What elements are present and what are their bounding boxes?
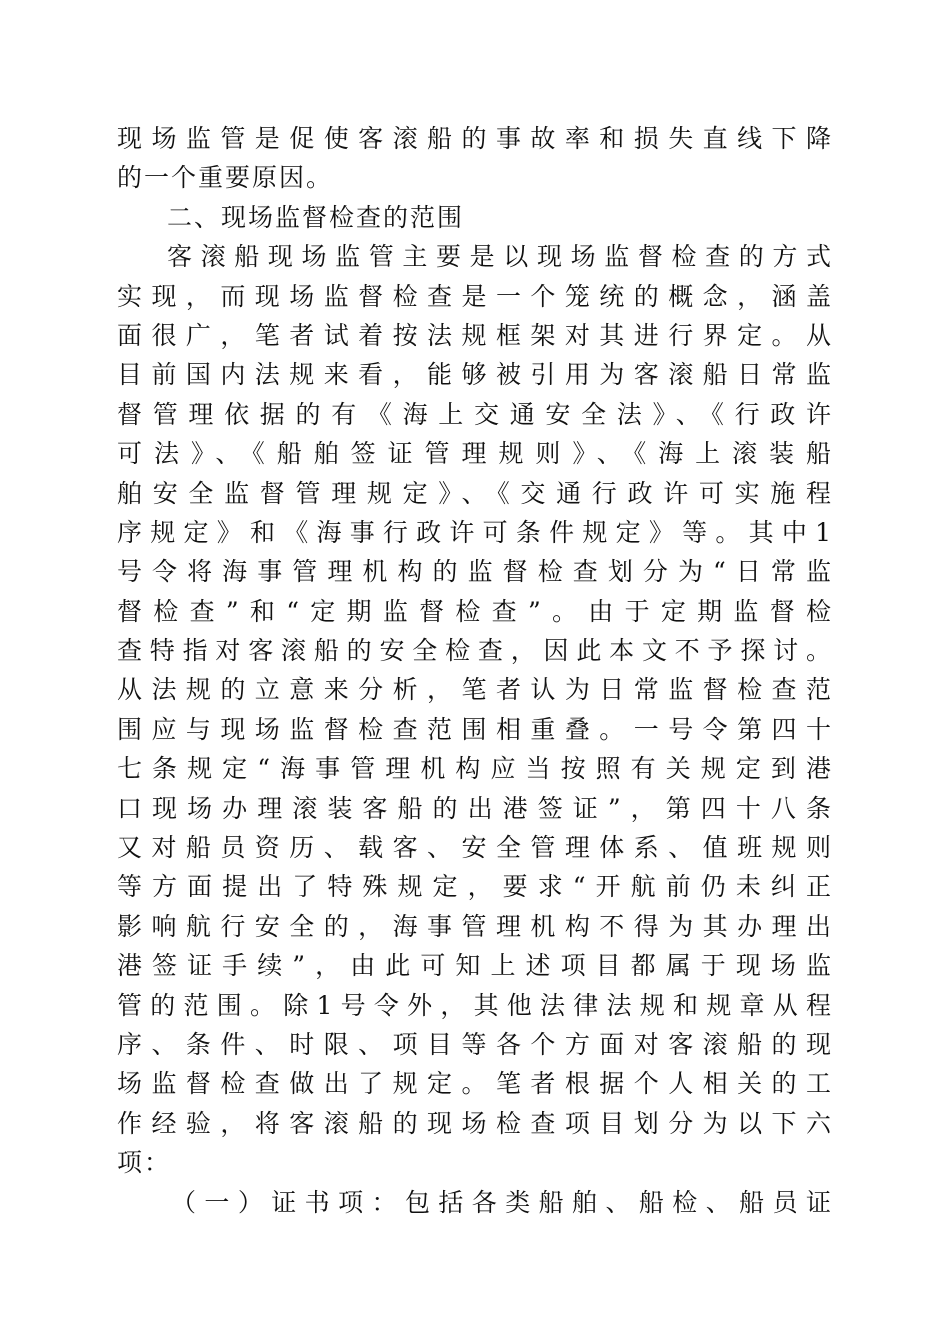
text-line: 等方面提出了特殊规定，要求“开航前仍未纠正 [117, 872, 833, 902]
text-line: 实现，而现场监督检查是一个笼统的概念，涵盖 [117, 281, 833, 311]
text-line: 场监督检查做出了规定。笔者根据个人相关的工 [117, 1069, 833, 1099]
text-line: 围应与现场监督检查范围相重叠。一号令第四十 [117, 714, 833, 744]
text-line: 七条规定“海事管理机构应当按照有关规定到港 [117, 754, 833, 784]
text-line: 港签证手续”，由此可知上述项目都属于现场监 [117, 951, 833, 981]
text-line: 项： [117, 1148, 172, 1178]
text-line: 面很广，笔者试着按法规框架对其进行界定。从 [117, 320, 833, 350]
text-line: 督检查”和“定期监督检查”。由于定期监督检 [117, 596, 833, 626]
text-line: 目前国内法规来看，能够被引用为客滚船日常监 [117, 360, 833, 390]
text-line: 舶安全监督管理规定》、《交通行政许可实施程 [117, 478, 833, 508]
text-line: 督管理依据的有《海上交通安全法》、《行政许 [117, 399, 833, 429]
section-heading: 二、现场监督检查的范围 [167, 202, 465, 232]
text-line: 又对船员资历、载客、安全管理体系、值班规则 [117, 833, 833, 863]
text-line: 可法》、《船舶签证管理规则》、《海上滚装船 [117, 439, 833, 469]
list-item-heading: （一）证书项：包括各类船舶、船检、船员证 [171, 1187, 833, 1217]
text-line: 查特指对客滚船的安全检查，因此本文不予探讨。 [117, 636, 833, 666]
text-line: 从法规的立意来分析，笔者认为日常监督检查范 [117, 675, 833, 705]
paragraph-first-line: 客滚船现场监管主要是以现场监督检查的方式 [167, 242, 833, 272]
text-line: 号令将海事管理机构的监督检查划分为“日常监 [117, 557, 833, 587]
text-line: 作经验，将客滚船的现场检查项目划分为以下六 [117, 1108, 833, 1138]
text-line: 影响航行安全的，海事管理机构不得为其办理出 [117, 911, 833, 941]
text-line: 序、条件、时限、项目等各个方面对客滚船的现 [117, 1029, 833, 1059]
text-line: 口现场办理滚装客船的出港签证”，第四十八条 [117, 793, 833, 823]
text-line: 序规定》和《海事行政许可条件规定》等。其中1 [117, 517, 833, 547]
text-line: 的一个重要原因。 [117, 163, 334, 193]
body-text [117, 119, 833, 1222]
text-line: 现场监管是促使客滚船的事故率和损失直线下降 [117, 124, 833, 153]
text-line: 管的范围。除1号令外，其他法律法规和规章从程 [117, 990, 833, 1020]
